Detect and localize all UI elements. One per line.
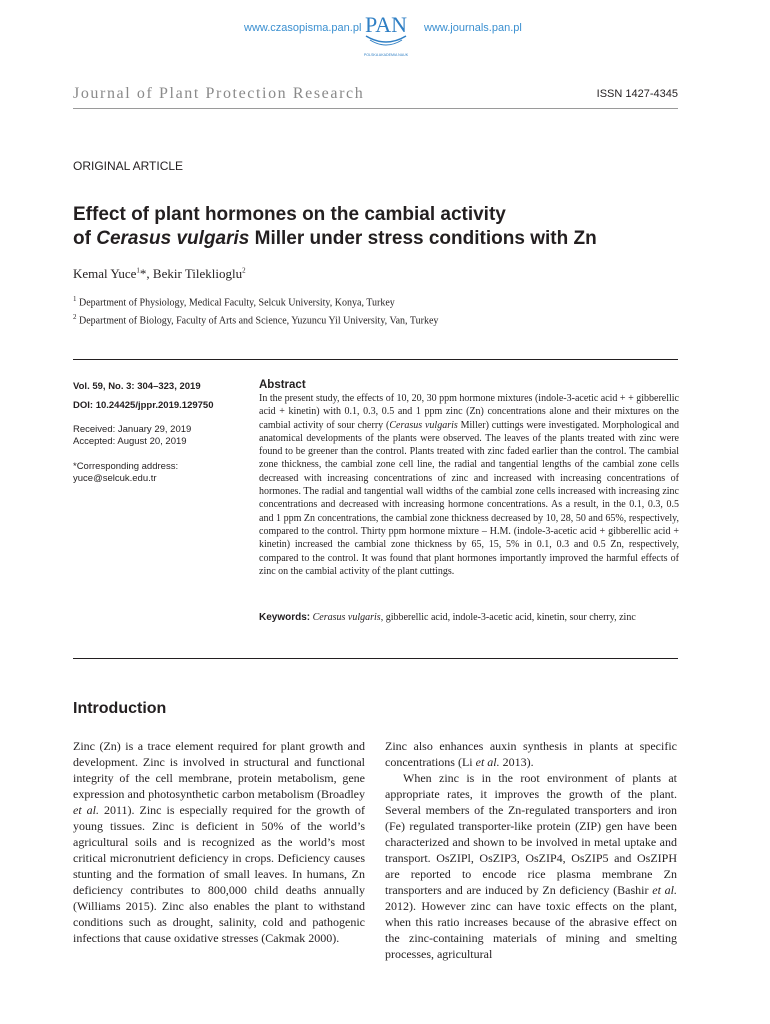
divider xyxy=(73,359,678,360)
title-line-1: Effect of plant hormones on the cambial activity xyxy=(73,204,506,225)
title-line-2: of Cerasus vulgaris Miller under stress conditions with Zn xyxy=(73,228,597,249)
corresponding-email[interactable]: yuce@selcuk.edu.tr xyxy=(73,473,157,484)
author-list: Kemal Yuce$^1$*, Bekir Tileklioglu$^2$ xyxy=(73,266,246,281)
website-url-right[interactable]: www.journals.pan.pl xyxy=(424,22,522,34)
accepted-date: Accepted: August 20, 2019 xyxy=(73,436,187,447)
issn: ISSN 1427-4345 xyxy=(596,88,678,100)
pan-logo xyxy=(356,10,416,58)
section-heading: Introduction xyxy=(73,700,167,717)
corresponding-label: *Corresponding address: xyxy=(73,461,179,472)
author-name: Kemal Yuce xyxy=(73,266,137,281)
body-column-left xyxy=(73,738,365,946)
logo-subtext: POLSKA AKADEMIA NAUK xyxy=(363,53,409,57)
paragraph: When zinc is in the root environment of plants at appropriate rates, it improves the growth of the plant. Several members of the Zn-regulated transporters and iron (Fe) regulated transporter-like protein (ZIP) gen have been characterized and shown to be involved in metal uptake and transport. OsZIPl, OsZIP3, OsZIP4, OsZIP5 and OsZIPH are reported to encode rice plasma membrane Zn transporters and are induced by Zn deficiency (Bashir et al. 2012). However zinc can have toxic effects on the plant, when this ratio increases because of the abrasive effect on the zinc-containing materials of mining and smelting processes, agricultural xyxy=(385,771,677,961)
doi[interactable]: DOI: 10.24425/jppr.2019.129750 xyxy=(73,400,214,411)
author-name: Bekir Tileklioglu xyxy=(152,266,243,281)
article-title xyxy=(73,203,673,251)
header-divider xyxy=(73,108,678,109)
keywords: Keywords: Cerasus vulgaris, gibberellic acid, indole-3-acetic acid, kinetin, sour cherry, zinc xyxy=(259,612,636,623)
paragraph: Zinc (Zn) is a trace element required for plant growth and development. Zinc is involved in structural and functional integrity of the cell membrane, protein metabolism, gene expression and photosynthetic carbon metabolism (Broadley et al. 2011). Zinc is especially required for the growth of young tissues. Zinc is deficient in 50% of the world’s agricultural soils and is recognized as the world’s most critical micronutrient deficiency in crops. Deficiency causes stunting and the formation of small leaves. In humans, Zn deficiency contributes to 800,000 child deaths annually (Williams 2015). Zinc also enables the plant to withstand conditions such as drought, salinity, cold and pathogenic infections that cause oxidative stresses (Cakmak 2000). xyxy=(73,739,365,945)
affiliation-2: $^2$ Department of Biology, Faculty of Arts and Science, Yuzuncu Yil University, Van, Turkey xyxy=(73,313,439,327)
received-date: Received: January 29, 2019 xyxy=(73,424,192,435)
divider xyxy=(73,658,678,659)
paragraph: Zinc also enhances auxin synthesis in plants at specific concentrations (Li et al. 2013). xyxy=(385,739,677,769)
affiliation-1: $^1$ Department of Physiology, Medical Faculty, Selcuk University, Konya, Turkey xyxy=(73,295,395,309)
body-column-right xyxy=(385,738,677,962)
website-url-left[interactable]: www.czasopisma.pan.pl xyxy=(244,22,362,34)
article-type: ORIGINAL ARTICLE xyxy=(73,159,184,173)
volume-info: Vol. 59, No. 3: 304–323, 2019 xyxy=(73,381,201,392)
keywords-label: Keywords: xyxy=(259,612,311,623)
abstract-heading: Abstract xyxy=(259,379,306,391)
logo-text: PAN xyxy=(365,12,407,37)
journal-name: Journal of Plant Protection Research xyxy=(73,85,365,102)
abstract-text: In the present study, the effects of 10, 20, 30 ppm hormone mixtures (indole-3-acetic acid + + gibberellic acid + kinetin) with 0.1, 0.3, 0.5 and 1 ppm zinc (Zn) concentrations alone and their mixtures on the cambial activity of sour cherry (Cerasus vulgaris Miller) cuttings were investigated. Morphological and anatomical developments of the plants were observed. The leaves of the plants treated with zinc were found to be greener than the control. Plants treated with zinc faded earlier than the control. The cambial zone thickness, the cambial zone cell line, the radial and tangential lengths of the cambial zone cells decreased with increasing concentrations of zinc and increased with increasing concentrations of hormones. The radial and tangential wall widths of the cambial zone cells increased with increasing zinc concentrations and decreased with increasing hormone concentrations. As a result, in the 0.1, 0.3, 0.5 and 1 ppm Zn concentrations, the cambial zone thickness decreased by 10, 28, 50 and 65%, respectively, compared to the control. Thirty ppm hormone mixture – H.M. (indole-3-acetic acid + gibberellic acid + kinetin) increased the cambial zone thickness by 65, 15, 5% in 0.1, 0.3 and 0.5 Zn, respectively, compared to the control. It was found that plant hormones importantly improved the harmful effects of zinc on the cambial activity of the plant cuttings. xyxy=(259,393,680,577)
title-species: Cerasus vulgaris xyxy=(96,228,250,249)
